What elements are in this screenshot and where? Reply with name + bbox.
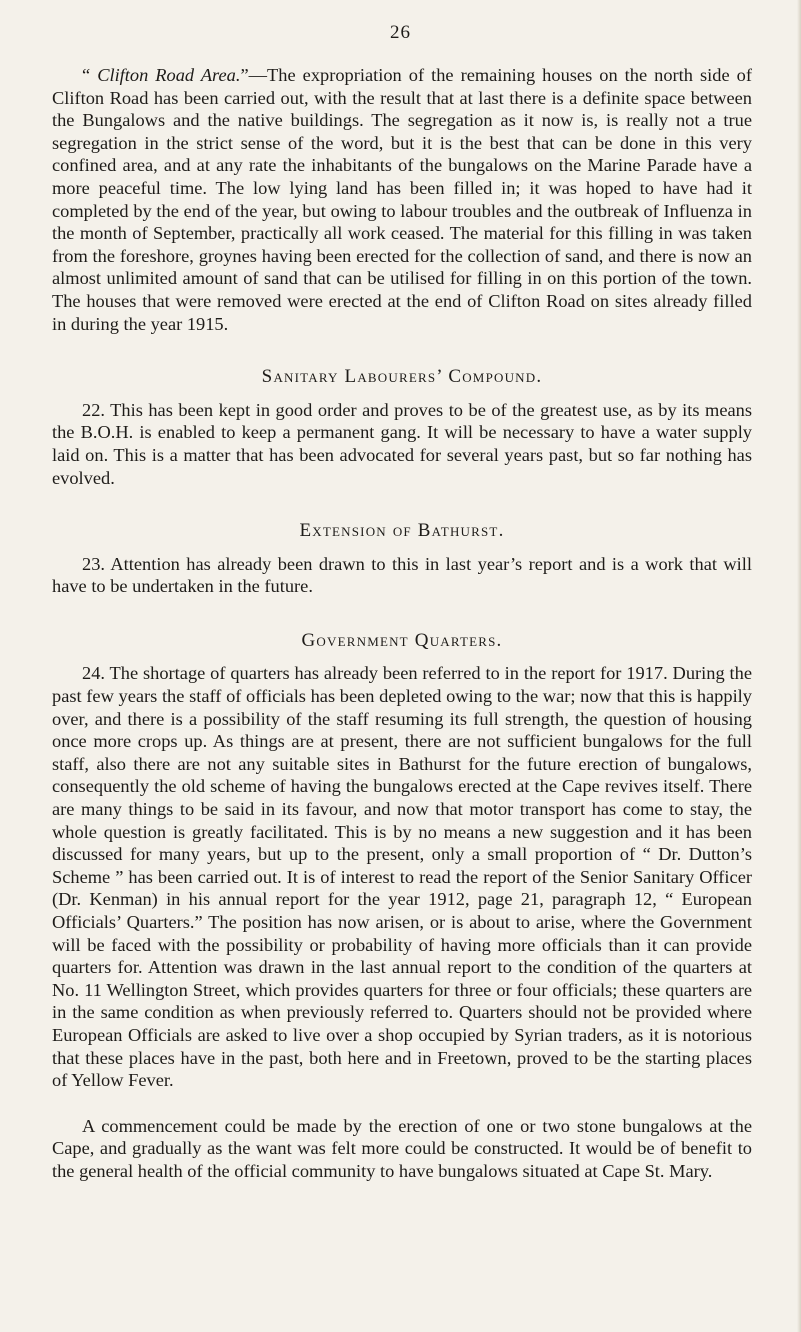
paragraph-23: 23. Attention has already been drawn to this in last year’s report and is a work that will have to be undertaken in the future. (52, 553, 752, 597)
heading-government-quarters: Government Quarters. (301, 629, 503, 651)
page-body (52, 64, 752, 1183)
paragraph-commencement: A commencement could be made by the erection of one or two stone bungalows at the Cape, and gradually as the want was felt more could be constructed. It would be of benefit to the general health of the official community to have bungalows situated at Cape St. Mary. (52, 1115, 752, 1181)
paragraph-24: 24. The shortage of quarters has already been referred to in the report for 1917. During the past few years the staff of officials has been depleted owing to the war; now that this is happily over, and there is a possibility of the staff resuming its full strength, the question of housing once more crops up. As things are at present, there are not sufficient bungalows for the full staff, also there are not any suitable sites in Bathurst for the future erection of bungalows, consequently the old scheme of having the bungalows erected at the Cape revives itself. There are many things to be said in its favour, and now that motor transport has come to stay, the whole question is greatly facilitated. This is by no means a new suggestion and it has been discussed for many years, but up to the present, only a small proportion of “ Dr. Dutton’s Scheme ” has been carried out. It is of interest to read the report of the Senior Sanitary Officer (Dr. Kenman) in his annual report for the year 1912, page 21, paragraph 12, “ European Officials’ Quarters.” The position has now arisen, or is about to arise, where the Government will be faced with the possibility or probability of having more officials than it can provide quarters for. Attention was drawn in the last annual report to the condition of the quarters at No. 11 Wellington Street, which provides quarters for three or four officials; these quarters are in the same condition as when previously referred to. Quarters should not be provided where European Officials are asked to live over a shop occupied by Syrian traders, as it is notorious that these places have in the past, both here and in Freetown, proved to be the starting places of Yellow Fever. (52, 663, 752, 1091)
page-number: 26 (390, 22, 411, 43)
close-quote: ” (240, 65, 249, 85)
section-title-clifton-road: Clifton Road Area. (97, 65, 241, 85)
page-edge-shadow (797, 0, 801, 1332)
paragraph-text: —The expropriation of the remaining houses on the north side of Clifton Road has been carried out, with the result that at last there is a definite space between the Bungalows and the native buildings. The segregation as it now is, is really not a true segregation in the strict sense of the word, but it is the best that can be done in this very confined area, and at any rate the inhabitants of the bungalows on the Marine Parade have a more peaceful time. The low lying land has been filled in; it was hoped to have had it completed by the end of the year, but owing to labour troubles and the outbreak of Influenza in the month of September, practically all work ceased. The material for this filling in was taken from the foreshore, groynes having been erected for the collection of sand, and there is now an almost unlimited amount of sand that can be utilised for filling in on this portion of the town. The houses that were removed were erected at the end of Clifton Road on sites already filled in during the year 1915. (52, 65, 752, 334)
open-quote: “ (82, 65, 98, 85)
heading-extension-of-bathurst: Extension of Bathurst. (299, 520, 505, 542)
paragraph-clifton-road (52, 64, 752, 335)
heading-sanitary-labourers-compound: Sanitary Labourers’ Compound. (261, 366, 543, 388)
paragraph-22: 22. This has been kept in good order and proves to be of the greatest use, as by its means the B.O.H. is enabled to keep a permanent gang. It will be necessary to have a water supply laid on. This is a matter that has been advocated for several years past, but so far nothing has evolved. (52, 399, 752, 488)
